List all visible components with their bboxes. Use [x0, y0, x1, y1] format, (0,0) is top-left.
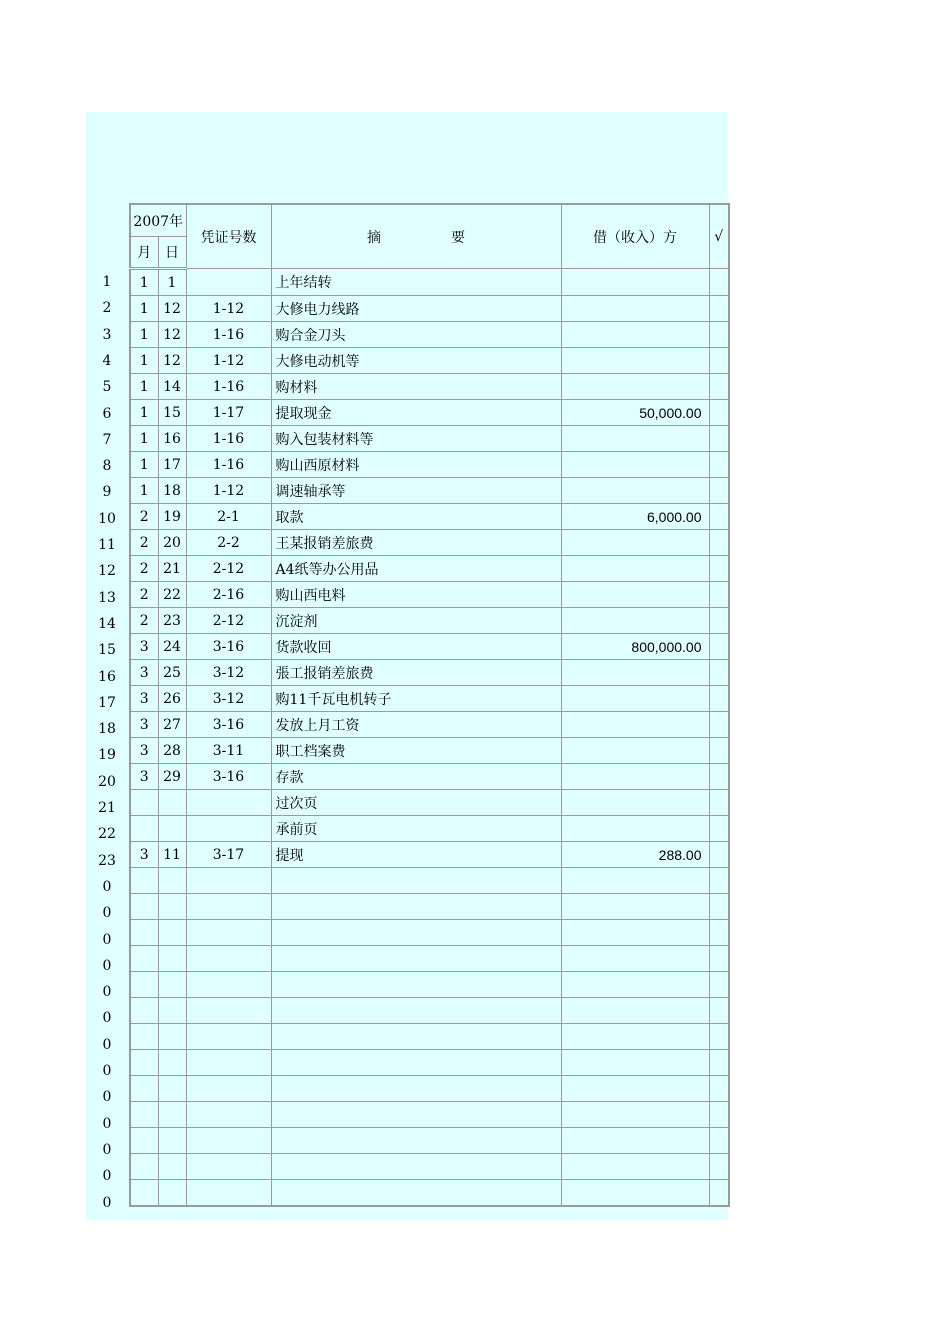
row-number: 16 [98, 668, 116, 685]
day-cell[interactable] [158, 868, 186, 894]
table-row [130, 790, 729, 816]
voucher-cell[interactable]: 1-16 [186, 322, 271, 348]
day-cell[interactable]: 22 [158, 582, 186, 608]
row-number: 0 [102, 1089, 112, 1106]
summary-cell[interactable]: 购11千瓦电机转子 [271, 686, 561, 712]
summary-cell[interactable] [271, 868, 561, 894]
day-cell[interactable] [158, 790, 186, 816]
row-number: 0 [102, 931, 112, 948]
check-cell[interactable] [709, 634, 729, 660]
check-cell[interactable] [709, 660, 729, 686]
row-number: 13 [98, 589, 116, 606]
debit-amount-cell[interactable] [561, 374, 709, 400]
row-number: 0 [102, 1115, 112, 1132]
day-cell[interactable]: 14 [158, 374, 186, 400]
month-cell[interactable] [130, 790, 158, 816]
row-number: 5 [102, 379, 112, 396]
voucher-cell[interactable]: 2-12 [186, 556, 271, 582]
voucher-cell[interactable]: 1-12 [186, 478, 271, 504]
debit-amount-cell[interactable] [561, 686, 709, 712]
check-cell[interactable] [709, 269, 729, 296]
check-cell[interactable] [709, 348, 729, 374]
table-row [130, 816, 729, 842]
summary-cell[interactable] [271, 998, 561, 1024]
row-number: 19 [98, 747, 116, 764]
day-cell[interactable] [158, 1076, 186, 1102]
row-number: 6 [102, 405, 112, 422]
summary-cell[interactable]: 过次页 [271, 790, 561, 816]
debit-amount-cell[interactable] [561, 868, 709, 894]
summary-cell[interactable] [271, 1154, 561, 1180]
check-cell[interactable] [709, 504, 729, 530]
voucher-cell[interactable]: 1-12 [186, 348, 271, 374]
debit-amount-cell[interactable] [561, 608, 709, 634]
row-number: 0 [102, 1194, 112, 1211]
check-cell[interactable] [709, 920, 729, 946]
month-cell[interactable] [130, 1102, 158, 1128]
summary-cell[interactable] [271, 1102, 561, 1128]
debit-amount-cell[interactable] [561, 1154, 709, 1180]
month-cell[interactable]: 3 [130, 764, 158, 790]
day-cell[interactable]: 24 [158, 634, 186, 660]
day-cell[interactable] [158, 1024, 186, 1050]
row-number: 0 [102, 1036, 112, 1053]
check-cell[interactable] [709, 894, 729, 920]
month-header: 月 [130, 237, 158, 269]
day-cell[interactable] [158, 920, 186, 946]
check-cell[interactable] [709, 842, 729, 868]
month-cell[interactable]: 1 [130, 348, 158, 374]
month-cell[interactable]: 2 [130, 530, 158, 556]
table-row [130, 426, 729, 452]
check-cell[interactable] [709, 686, 729, 712]
check-cell[interactable] [709, 738, 729, 764]
day-cell[interactable] [158, 998, 186, 1024]
summary-cell[interactable] [271, 1180, 561, 1207]
summary-cell[interactable]: A4纸等办公用品 [271, 556, 561, 582]
debit-amount-cell[interactable] [561, 1024, 709, 1050]
check-cell[interactable] [709, 530, 729, 556]
summary-cell[interactable]: 提现 [271, 842, 561, 868]
month-cell[interactable] [130, 920, 158, 946]
day-cell[interactable] [158, 1154, 186, 1180]
month-cell[interactable]: 1 [130, 452, 158, 478]
table-row [130, 972, 729, 998]
debit-amount-cell[interactable] [561, 296, 709, 322]
table-row [130, 608, 729, 634]
row-number: 3 [102, 326, 112, 343]
row-number: 11 [98, 537, 116, 553]
table-row [130, 998, 729, 1024]
summary-cell[interactable]: 调速轴承等 [271, 478, 561, 504]
table-row [130, 920, 729, 946]
check-cell[interactable] [709, 452, 729, 478]
month-cell[interactable]: 3 [130, 712, 158, 738]
day-cell[interactable]: 18 [158, 478, 186, 504]
row-number: 0 [102, 984, 112, 1001]
day-cell[interactable]: 1 [158, 269, 186, 296]
day-cell[interactable] [158, 972, 186, 998]
day-cell[interactable]: 29 [158, 764, 186, 790]
summary-cell[interactable] [271, 1050, 561, 1076]
debit-amount-cell[interactable] [561, 998, 709, 1024]
check-cell[interactable] [709, 1154, 729, 1180]
table-row [130, 348, 729, 374]
month-cell[interactable] [130, 1180, 158, 1207]
voucher-number-header: 凭证号数 [186, 204, 271, 269]
summary-cell[interactable]: 购入包装材料等 [271, 426, 561, 452]
check-cell[interactable] [709, 556, 729, 582]
table-row [130, 1050, 729, 1076]
check-cell[interactable] [709, 1024, 729, 1050]
check-cell[interactable] [709, 972, 729, 998]
summary-cell[interactable] [271, 1076, 561, 1102]
debit-amount-cell[interactable] [561, 1102, 709, 1128]
voucher-cell[interactable] [186, 1024, 271, 1050]
month-cell[interactable] [130, 894, 158, 920]
row-number: 23 [98, 852, 116, 869]
table-row [130, 400, 729, 426]
month-cell[interactable]: 1 [130, 269, 158, 296]
table-row [130, 894, 729, 920]
voucher-cell[interactable]: 1-17 [186, 400, 271, 426]
voucher-cell[interactable]: 3-16 [186, 712, 271, 738]
voucher-cell[interactable]: 1-12 [186, 296, 271, 322]
voucher-cell[interactable]: 3-17 [186, 842, 271, 868]
debit-amount-cell[interactable] [561, 1076, 709, 1102]
month-cell[interactable] [130, 972, 158, 998]
month-cell[interactable]: 3 [130, 738, 158, 764]
voucher-cell[interactable]: 3-16 [186, 764, 271, 790]
day-cell[interactable]: 26 [158, 686, 186, 712]
day-cell[interactable] [158, 1128, 186, 1154]
table-row [130, 374, 729, 400]
debit-amount-cell[interactable] [561, 452, 709, 478]
month-cell[interactable]: 3 [130, 634, 158, 660]
summary-cell[interactable]: 购材料 [271, 374, 561, 400]
day-cell[interactable]: 21 [158, 556, 186, 582]
check-cell[interactable] [709, 400, 729, 426]
table-row [130, 530, 729, 556]
month-cell[interactable]: 1 [130, 374, 158, 400]
row-number: 0 [102, 1168, 112, 1185]
voucher-cell[interactable] [186, 1102, 271, 1128]
debit-amount-cell[interactable] [561, 269, 709, 296]
check-cell[interactable] [709, 608, 729, 634]
voucher-cell[interactable] [186, 1076, 271, 1102]
voucher-cell[interactable] [186, 1050, 271, 1076]
table-row [130, 634, 729, 660]
day-cell[interactable] [158, 1180, 186, 1207]
voucher-cell[interactable]: 2-1 [186, 504, 271, 530]
summary-cell[interactable]: 购合金刀头 [271, 322, 561, 348]
table-row [130, 660, 729, 686]
row-number: 0 [102, 878, 112, 895]
check-cell[interactable] [709, 296, 729, 322]
check-header: √ [709, 204, 729, 269]
month-cell[interactable] [130, 1024, 158, 1050]
table-row [130, 712, 729, 738]
check-cell[interactable] [709, 1076, 729, 1102]
day-cell[interactable]: 19 [158, 504, 186, 530]
row-number: 8 [102, 458, 112, 475]
day-cell[interactable]: 12 [158, 348, 186, 374]
debit-amount-cell[interactable] [561, 712, 709, 738]
day-cell[interactable] [158, 816, 186, 842]
check-cell[interactable] [709, 712, 729, 738]
debit-amount-cell[interactable] [561, 1180, 709, 1207]
day-cell[interactable]: 16 [158, 426, 186, 452]
summary-cell[interactable]: 王某报销差旅费 [271, 530, 561, 556]
day-cell[interactable]: 28 [158, 738, 186, 764]
check-cell[interactable] [709, 582, 729, 608]
day-cell[interactable]: 12 [158, 322, 186, 348]
day-cell[interactable]: 15 [158, 400, 186, 426]
row-number: 0 [102, 1141, 112, 1158]
month-cell[interactable] [130, 998, 158, 1024]
check-cell[interactable] [709, 946, 729, 972]
voucher-cell[interactable] [186, 894, 271, 920]
day-cell[interactable] [158, 946, 186, 972]
summary-cell[interactable]: 货款收回 [271, 634, 561, 660]
voucher-cell[interactable] [186, 790, 271, 816]
check-cell[interactable] [709, 790, 729, 816]
table-row [130, 322, 729, 348]
debit-amount-cell[interactable] [561, 816, 709, 842]
voucher-cell[interactable]: 3-11 [186, 738, 271, 764]
voucher-cell[interactable] [186, 269, 271, 296]
table-row [130, 1128, 729, 1154]
table-row [130, 1024, 729, 1050]
summary-cell[interactable]: 购山西原材料 [271, 452, 561, 478]
summary-cell[interactable] [271, 946, 561, 972]
month-cell[interactable]: 1 [130, 296, 158, 322]
day-cell[interactable]: 17 [158, 452, 186, 478]
voucher-cell[interactable] [186, 998, 271, 1024]
row-number: 14 [98, 615, 116, 632]
voucher-cell[interactable]: 2-16 [186, 582, 271, 608]
table-row [130, 764, 729, 790]
summary-cell[interactable] [271, 1128, 561, 1154]
voucher-cell[interactable] [186, 1180, 271, 1207]
month-cell[interactable] [130, 1076, 158, 1102]
voucher-cell[interactable]: 2-12 [186, 608, 271, 634]
debit-amount-cell[interactable]: 288.00 [561, 842, 709, 868]
day-cell[interactable] [158, 1102, 186, 1128]
check-cell[interactable] [709, 998, 729, 1024]
voucher-cell[interactable] [186, 868, 271, 894]
year-header: 2007年 [130, 204, 186, 237]
debit-amount-cell[interactable] [561, 1128, 709, 1154]
debit-amount-cell[interactable] [561, 530, 709, 556]
summary-cell[interactable]: 职工档案费 [271, 738, 561, 764]
table-row [130, 1180, 729, 1207]
month-cell[interactable]: 3 [130, 842, 158, 868]
table-row [130, 868, 729, 894]
month-cell[interactable]: 1 [130, 426, 158, 452]
summary-cell[interactable] [271, 894, 561, 920]
voucher-cell[interactable] [186, 1154, 271, 1180]
debit-amount-cell[interactable] [561, 738, 709, 764]
day-cell[interactable] [158, 894, 186, 920]
voucher-cell[interactable] [186, 946, 271, 972]
summary-cell[interactable]: 大修电力线路 [271, 296, 561, 322]
debit-amount-cell[interactable] [561, 894, 709, 920]
day-cell[interactable]: 11 [158, 842, 186, 868]
month-cell[interactable]: 2 [130, 504, 158, 530]
month-cell[interactable]: 2 [130, 556, 158, 582]
month-cell[interactable] [130, 1128, 158, 1154]
debit-amount-cell[interactable] [561, 660, 709, 686]
table-row [130, 738, 729, 764]
month-cell[interactable] [130, 816, 158, 842]
check-cell[interactable] [709, 764, 729, 790]
row-number: 15 [98, 642, 116, 659]
table-row [130, 296, 729, 322]
check-cell[interactable] [709, 1180, 729, 1207]
row-number: 1 [102, 274, 112, 290]
debit-amount-cell[interactable] [561, 764, 709, 790]
debit-amount-cell[interactable] [561, 920, 709, 946]
month-cell[interactable]: 1 [130, 322, 158, 348]
check-cell[interactable] [709, 374, 729, 400]
month-cell[interactable]: 1 [130, 400, 158, 426]
table-row [130, 1154, 729, 1180]
row-number: 0 [102, 957, 112, 974]
row-number: 7 [102, 431, 112, 448]
month-cell[interactable]: 3 [130, 686, 158, 712]
summary-cell[interactable]: 沉淀剂 [271, 608, 561, 634]
month-cell[interactable] [130, 1050, 158, 1076]
row-number: 20 [98, 773, 116, 790]
table-row [130, 504, 729, 530]
voucher-cell[interactable]: 3-16 [186, 634, 271, 660]
table-row [130, 556, 729, 582]
row-number: 0 [102, 1063, 112, 1079]
summary-cell[interactable]: 上年结转 [271, 269, 561, 296]
summary-cell[interactable] [271, 1024, 561, 1050]
row-number: 0 [102, 1010, 112, 1027]
check-cell[interactable] [709, 816, 729, 842]
voucher-cell[interactable]: 1-16 [186, 426, 271, 452]
check-cell[interactable] [709, 426, 729, 452]
summary-header: 摘 要 [271, 204, 561, 269]
row-number: 9 [102, 484, 112, 501]
check-cell[interactable] [709, 1128, 729, 1154]
check-cell[interactable] [709, 322, 729, 348]
debit-amount-cell[interactable] [561, 582, 709, 608]
summary-cell[interactable] [271, 972, 561, 998]
row-number: 0 [102, 905, 112, 922]
row-number: 2 [102, 300, 112, 317]
summary-cell[interactable]: 发放上月工资 [271, 712, 561, 738]
month-cell[interactable] [130, 1154, 158, 1180]
month-cell[interactable]: 2 [130, 608, 158, 634]
voucher-cell[interactable] [186, 972, 271, 998]
check-cell[interactable] [709, 1050, 729, 1076]
day-cell[interactable]: 27 [158, 712, 186, 738]
summary-cell[interactable]: 承前页 [271, 816, 561, 842]
debit-amount-cell[interactable] [561, 790, 709, 816]
debit-amount-cell[interactable] [561, 972, 709, 998]
debit-amount-cell[interactable] [561, 556, 709, 582]
month-cell[interactable] [130, 868, 158, 894]
voucher-cell[interactable] [186, 920, 271, 946]
day-cell[interactable]: 20 [158, 530, 186, 556]
debit-amount-cell[interactable]: 6,000.00 [561, 504, 709, 530]
table-row [130, 842, 729, 868]
debit-amount-cell[interactable] [561, 322, 709, 348]
check-cell[interactable] [709, 868, 729, 894]
day-cell[interactable]: 25 [158, 660, 186, 686]
debit-amount-cell[interactable] [561, 478, 709, 504]
table-row [130, 946, 729, 972]
month-cell[interactable] [130, 946, 158, 972]
voucher-cell[interactable]: 3-12 [186, 686, 271, 712]
check-cell[interactable] [709, 1102, 729, 1128]
voucher-cell[interactable]: 3-12 [186, 660, 271, 686]
debit-amount-cell[interactable] [561, 946, 709, 972]
summary-cell[interactable]: 大修电动机等 [271, 348, 561, 374]
row-number: 17 [98, 694, 116, 711]
table-row [130, 452, 729, 478]
summary-cell[interactable]: 购山西电料 [271, 582, 561, 608]
voucher-cell[interactable] [186, 816, 271, 842]
month-cell[interactable]: 2 [130, 582, 158, 608]
check-cell[interactable] [709, 478, 729, 504]
day-header: 日 [158, 237, 186, 269]
debit-header: 借（收入）方 [561, 204, 709, 269]
table-row [130, 686, 729, 712]
month-cell[interactable]: 1 [130, 478, 158, 504]
row-number: 12 [98, 563, 116, 580]
voucher-cell[interactable] [186, 1128, 271, 1154]
debit-amount-cell[interactable] [561, 426, 709, 452]
debit-amount-cell[interactable] [561, 348, 709, 374]
row-number: 21 [98, 800, 116, 816]
voucher-cell[interactable]: 1-16 [186, 452, 271, 478]
summary-cell[interactable]: 提取现金 [271, 400, 561, 426]
summary-cell[interactable] [271, 920, 561, 946]
voucher-cell[interactable]: 2-2 [186, 530, 271, 556]
row-number: 4 [102, 352, 112, 369]
voucher-cell[interactable]: 1-16 [186, 374, 271, 400]
debit-amount-cell[interactable] [561, 1050, 709, 1076]
table-row [130, 1102, 729, 1128]
table-row [130, 582, 729, 608]
day-cell[interactable]: 12 [158, 296, 186, 322]
summary-cell[interactable]: 存款 [271, 764, 561, 790]
row-number: 10 [98, 510, 116, 527]
cash-ledger-table [129, 203, 730, 1207]
summary-cell[interactable]: 取款 [271, 504, 561, 530]
debit-amount-cell[interactable]: 800,000.00 [561, 634, 709, 660]
day-cell[interactable]: 23 [158, 608, 186, 634]
table-row [130, 1076, 729, 1102]
table-row [130, 478, 729, 504]
day-cell[interactable] [158, 1050, 186, 1076]
debit-amount-cell[interactable]: 50,000.00 [561, 400, 709, 426]
row-number: 18 [98, 721, 116, 738]
month-cell[interactable]: 3 [130, 660, 158, 686]
row-number: 22 [98, 826, 116, 843]
summary-cell[interactable]: 張工报销差旅费 [271, 660, 561, 686]
table-row [130, 269, 729, 296]
